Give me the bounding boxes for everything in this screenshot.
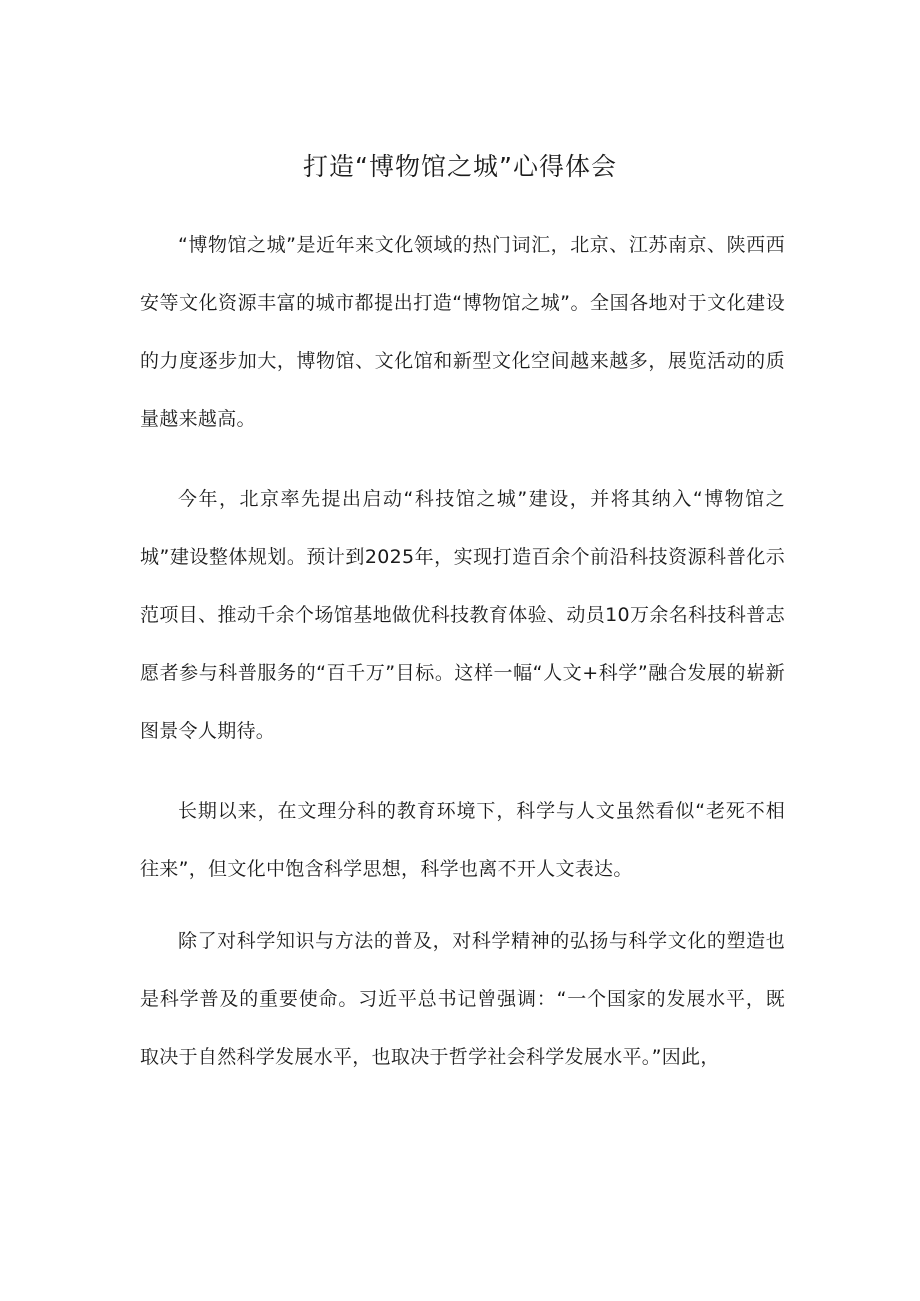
- paragraph-1: “博物馆之城”是近年来文化领域的热门词汇，北京、江苏南京、陕西西安等文化资源丰富的城市都提出打造“博物馆之城”。全国各地对于文化建设的力度逐步加大，博物馆、文化馆和新型文化空间越来越多，展览活动的质量越来越高。: [140, 234, 785, 430]
- paragraph-2: 今年，北京率先提出启动“科技馆之城”建设，并将其纳入“博物馆之城”建设整体规划。预计到2025年，实现打造百余个前沿科技资源科普化示范项目、推动千余个场馆基地做优科技教育体验、动员10万余名科技科普志愿者参与科普服务的“百千万”目标。这样一幅“人文+科学”融合发展的崭新图景令人期待。: [140, 488, 785, 742]
- document-title: 打造“博物馆之城”心得体会: [303, 152, 617, 181]
- paragraph-4: 除了对科学知识与方法的普及，对科学精神的弘扬与科学文化的塑造也是科学普及的重要使命。习近平总书记曾强调：“一个国家的发展水平，既取决于自然科学发展水平，也取决于哲学社会科学发展水平。”因此，: [140, 930, 785, 1068]
- paragraph-3: 长期以来，在文理分科的教育环境下，科学与人文虽然看似“老死不相往来”，但文化中饱含科学思想，科学也离不开人文表达。: [140, 800, 785, 880]
